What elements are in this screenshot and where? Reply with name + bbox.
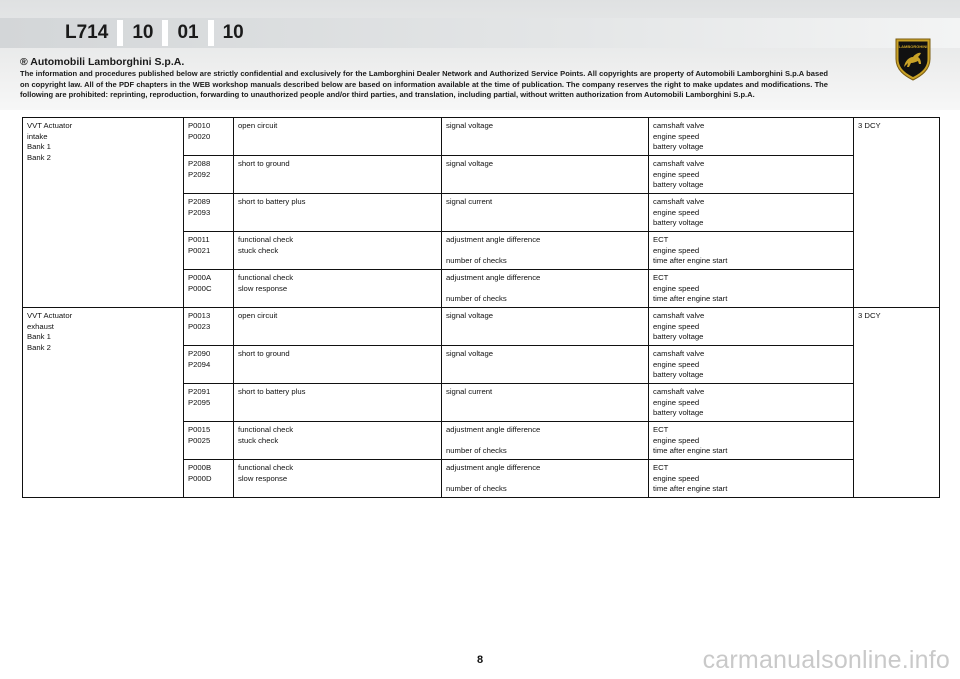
conditions-cell: camshaft valve engine speed battery voltage xyxy=(649,194,854,232)
conditions-cell: camshaft valve engine speed battery voltage xyxy=(649,156,854,194)
conditions-cell: ECT engine speed time after engine start xyxy=(649,422,854,460)
dtc-codes-cell: P0010 P0020 xyxy=(184,118,234,156)
check-cell: adjustment angle difference number of checks xyxy=(442,232,649,270)
action-cell: 3 DCY xyxy=(854,308,940,498)
check-cell: adjustment angle difference number of checks xyxy=(442,422,649,460)
group-code: 10 xyxy=(117,20,162,46)
conditions-cell: ECT engine speed time after engine start xyxy=(649,232,854,270)
conditions-cell: camshaft valve engine speed battery voltage xyxy=(649,384,854,422)
conditions-cell: ECT engine speed time after engine start xyxy=(649,460,854,498)
fault-type-cell: functional check stuck check xyxy=(234,232,442,270)
dtc-codes-cell: P0013 P0023 xyxy=(184,308,234,346)
fault-type-cell: short to ground xyxy=(234,346,442,384)
document-code xyxy=(58,20,253,46)
conditions-cell: camshaft valve engine speed battery voltage xyxy=(649,308,854,346)
page-number: 8 xyxy=(476,654,484,666)
dtc-codes-cell: P2090 P2094 xyxy=(184,346,234,384)
fault-type-cell: short to battery plus xyxy=(234,194,442,232)
check-cell: signal voltage xyxy=(442,118,649,156)
check-cell: adjustment angle difference number of checks xyxy=(442,460,649,498)
lamborghini-logo-icon xyxy=(893,37,933,81)
conditions-cell: camshaft valve engine speed battery voltage xyxy=(649,346,854,384)
check-cell: signal current xyxy=(442,384,649,422)
section-code: 01 xyxy=(162,20,207,46)
dtc-codes-cell: P2089 P2093 xyxy=(184,194,234,232)
fault-type-cell: functional check slow response xyxy=(234,460,442,498)
conditions-cell: ECT engine speed time after engine start xyxy=(649,270,854,308)
dtc-codes-cell: P2091 P2095 xyxy=(184,384,234,422)
chapter-code: 10 xyxy=(208,20,253,46)
logo-text: LAMBORGHINI xyxy=(898,44,928,49)
check-cell: signal voltage xyxy=(442,346,649,384)
check-cell: signal voltage xyxy=(442,308,649,346)
dtc-codes-cell: P0015 P0025 xyxy=(184,422,234,460)
copyright-notice xyxy=(20,56,828,101)
dtc-table xyxy=(22,117,940,498)
component-cell: VVT Actuator intake Bank 1 Bank 2 xyxy=(23,118,184,308)
dtc-codes-cell: P000B P000D xyxy=(184,460,234,498)
fault-type-cell: functional check slow response xyxy=(234,270,442,308)
dtc-codes-cell: P2088 P2092 xyxy=(184,156,234,194)
model-code: L714 xyxy=(65,22,109,43)
fault-type-cell: short to battery plus xyxy=(234,384,442,422)
copyright-title: ® Automobili Lamborghini S.p.A. xyxy=(20,56,185,68)
table-row xyxy=(23,308,940,346)
fault-type-cell: open circuit xyxy=(234,118,442,156)
copyright-text: The information and procedures published below are strictly confidential and exclusively for the Lamborghini Dealer Network and Authorized Service Points. All copyrights are property of Automobili Lamborghini S.p.A based on copyright law. All of the PDF chapters in the WEB workshop manuals described below are based on information available at the time of publication. The company reserves the right to make updates and modifications. The following are prohibited: reprinting, reproduction, forwarding to unauthorized people and/or third parties, and translation, including partial, without written authorization from Automobili Lamborghini S.p.A. xyxy=(20,69,828,100)
watermark: carmanualsonline.info xyxy=(702,646,950,674)
check-cell: signal voltage xyxy=(442,156,649,194)
conditions-cell: camshaft valve engine speed battery voltage xyxy=(649,118,854,156)
fault-type-cell: open circuit xyxy=(234,308,442,346)
table-row xyxy=(23,118,940,156)
dtc-codes-cell: P000A P000C xyxy=(184,270,234,308)
component-cell: VVT Actuator exhaust Bank 1 Bank 2 xyxy=(23,308,184,498)
dtc-codes-cell: P0011 P0021 xyxy=(184,232,234,270)
check-cell: signal current xyxy=(442,194,649,232)
fault-type-cell: functional check stuck check xyxy=(234,422,442,460)
check-cell: adjustment angle difference number of checks xyxy=(442,270,649,308)
action-cell: 3 DCY xyxy=(854,118,940,308)
fault-type-cell: short to ground xyxy=(234,156,442,194)
